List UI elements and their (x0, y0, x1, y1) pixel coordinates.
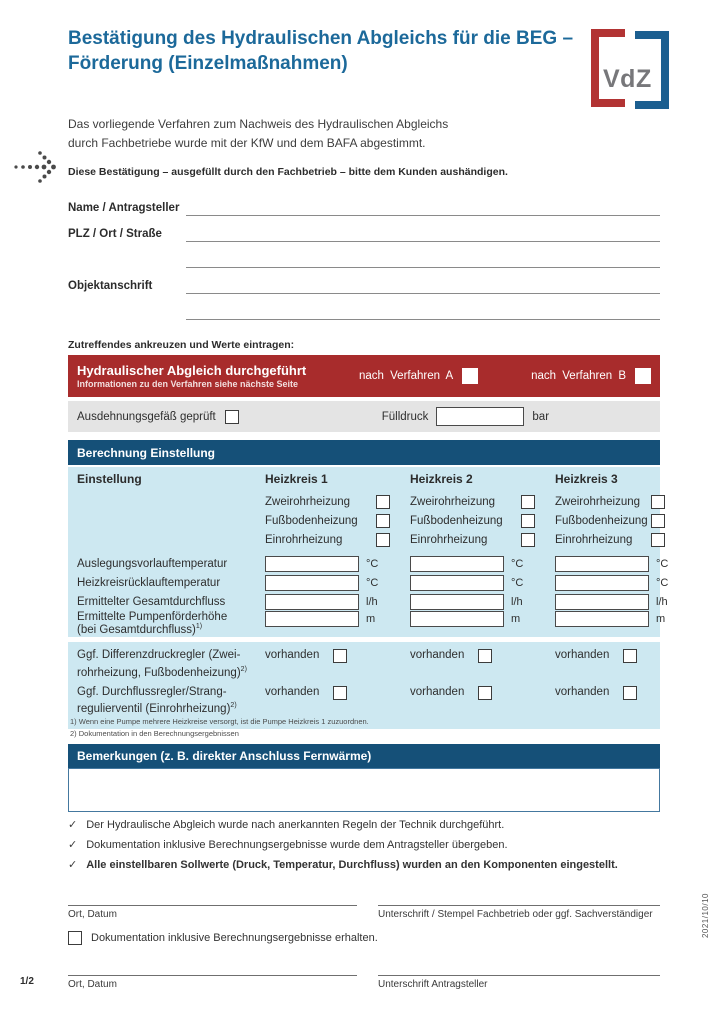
address-extra-line[interactable] (186, 242, 660, 268)
ort-datum-signature-line[interactable]: Ort, Datum (68, 905, 357, 920)
hydraulic-bar-title: Hydraulischer Abgleich durchgeführt (77, 362, 307, 378)
check-icon: ✓ (68, 839, 78, 851)
hk3-einrohr-checkbox[interactable] (651, 533, 665, 547)
row-gesamtdurchfluss: Ermittelter Gesamtdurchfluss l/h l/h l/h (77, 595, 668, 608)
row-zweirohrheizung: Zweirohrheizung Zweirohrheizung Zweirohrheizung (68, 492, 660, 511)
fill-pressure-unit: bar (532, 410, 550, 423)
row-pumpenfoerderhoehe: Ermittelte Pumpenförderhöhe (bei Gesamtdurchfluss)$^{1)}$ m m m (77, 611, 666, 636)
hk2-ruecklauf-input[interactable] (410, 575, 504, 591)
hk1-ruecklauf-input[interactable] (265, 575, 359, 591)
footnote-1: 1) Wenn eine Pumpe mehrere Heizkreise versorgt, ist die Pumpe Heizkreis 1 zuzuordnen. (70, 717, 369, 726)
documentation-received-checkbox[interactable] (68, 931, 82, 945)
fill-pressure-input[interactable] (436, 407, 524, 426)
handout-note: Diese Bestätigung – ausgefüllt durch den Fachbetrieb – bitte dem Kunden aushändigen. (68, 166, 508, 178)
verfahren-a-checkbox[interactable] (462, 368, 478, 384)
confirmation-item: ✓ Dokumentation inklusive Berechnungsergebnisse wurde dem Antragsteller übergeben. (68, 839, 508, 851)
hk2-durchflussregler-checkbox[interactable] (478, 686, 492, 700)
verfahren-b-checkbox[interactable] (635, 368, 651, 384)
arrow-right-dotted-icon (13, 148, 59, 191)
hk3-ruecklauf-input[interactable] (555, 575, 649, 591)
field-label-objekt: Objektanschrift (68, 280, 153, 292)
calculation-table (68, 467, 669, 637)
expansion-vessel-bar (68, 401, 660, 432)
instruction-text: Zutreffendes ankreuzen und Werte eintragen: (68, 339, 295, 351)
address-fields (68, 190, 660, 320)
documentation-received-row (68, 931, 378, 945)
footnote-2: 2) Dokumentation in den Berechnungsergebnissen (70, 729, 239, 738)
confirmation-item: ✓ Der Hydraulische Abgleich wurde nach anerkannten Regeln der Technik durchgeführt. (68, 819, 505, 831)
hk2-differenzdruck-checkbox[interactable] (478, 649, 492, 663)
row-fussbodenheizung: Fußbodenheizung Fußbodenheizung Fußbodenheizung (68, 511, 660, 530)
field-row-name (68, 190, 660, 216)
confirmation-item: ✓ Alle einstellbaren Sollwerte (Druck, Temperatur, Durchfluss) wurden an den Komponenten eingestellt. (68, 859, 618, 871)
ort-datum-signature-line2[interactable]: Ort, Datum (68, 975, 357, 990)
hk3-differenzdruck-checkbox[interactable] (623, 649, 637, 663)
intro-line1: Das vorliegende Verfahren zum Nachweis des Hydraulischen Abgleichs (68, 117, 449, 131)
antragsteller-signature-line[interactable]: Unterschrift Antragsteller (378, 975, 660, 990)
hk1-einrohr-checkbox[interactable] (376, 533, 390, 547)
hydraulic-bar-subtitle: Informationen zu den Verfahren siehe nächste Seite (77, 378, 299, 389)
intro-line2: durch Fachbetriebe wurde mit der KfW und dem BAFA abgestimmt. (68, 136, 426, 150)
calculation-section-header: Berechnung Einstellung (68, 440, 660, 465)
signature-row-fachbetrieb (68, 905, 660, 920)
hk2-einrohr-checkbox[interactable] (521, 533, 535, 547)
page-title (68, 26, 588, 76)
remarks-input-box[interactable] (68, 768, 660, 812)
hk1-vorlauf-input[interactable] (265, 556, 359, 572)
hk2-vorlauf-input[interactable] (410, 556, 504, 572)
hk3-durchflussregler-checkbox[interactable] (623, 686, 637, 700)
field-row-extra2 (68, 294, 660, 320)
hk3-foerderhoehe-input[interactable] (555, 611, 649, 627)
fachbetrieb-signature-line[interactable]: Unterschrift / Stempel Fachbetrieb oder ggf. Sachverständiger (378, 905, 660, 920)
hk2-foerderhoehe-input[interactable] (410, 611, 504, 627)
check-icon: ✓ (68, 859, 78, 871)
hk1-foerderhoehe-input[interactable] (265, 611, 359, 627)
hk1-zweirohr-checkbox[interactable] (376, 495, 390, 509)
field-label-name: Name / Antragsteller (68, 202, 180, 214)
option-verfahren-b (531, 368, 651, 384)
footnotes (70, 716, 369, 740)
logo-text: VdZ (603, 65, 652, 93)
hk3-fussboden-checkbox[interactable] (651, 514, 665, 528)
field-label-plz: PLZ / Ort / Straße (68, 228, 162, 240)
signature-row-antragsteller (68, 975, 660, 990)
form-version: 2021/10/10 (701, 893, 710, 939)
plz-input-line[interactable] (186, 216, 660, 242)
intro-text (68, 115, 448, 153)
check-icon: ✓ (68, 819, 78, 831)
row-ruecklauftemperatur: Heizkreisrücklauftemperatur °C °C °C (77, 576, 669, 589)
hk2-durchfluss-input[interactable] (410, 594, 504, 610)
hk3-zweirohr-checkbox[interactable] (651, 495, 665, 509)
field-row-objekt (68, 268, 660, 294)
name-input-line[interactable] (186, 190, 660, 216)
option-verfahren-a (359, 368, 478, 384)
page-title-line2: Förderung (Einzelmaßnahmen) (68, 53, 348, 74)
expansion-vessel-checkbox[interactable] (225, 410, 239, 424)
hk1-durchfluss-input[interactable] (265, 594, 359, 610)
row-einrohrheizung: Einrohrheizung Einrohrheizung Einrohrheizung (68, 530, 660, 549)
hk2-zweirohr-checkbox[interactable] (521, 495, 535, 509)
objekt-extra-line[interactable] (186, 294, 660, 320)
row-differenzdruckregler: Ggf. Differenzdruckregler (Zwei- rohrheizung, Fußbodenheizung)$^{2)}$ vorhanden vorhanden vorhanden (68, 649, 660, 680)
col-header-heizkreis1: Heizkreis 1 (265, 472, 328, 486)
hk3-durchfluss-input[interactable] (555, 594, 649, 610)
page-number: 1/2 (20, 976, 34, 987)
option-b-label: nach Verfahren B (531, 370, 626, 382)
hk2-fussboden-checkbox[interactable] (521, 514, 535, 528)
hydraulic-balance-bar (68, 355, 660, 397)
vdz-logo (591, 29, 669, 107)
field-row-extra1 (68, 242, 660, 268)
hk1-durchflussregler-checkbox[interactable] (333, 686, 347, 700)
col-header-heizkreis2: Heizkreis 2 (410, 472, 473, 486)
col-header-heizkreis3: Heizkreis 3 (555, 472, 618, 486)
hk1-differenzdruck-checkbox[interactable] (333, 649, 347, 663)
page-title-line1: Bestätigung des Hydraulischen Abgleichs für die BEG – (68, 28, 574, 49)
row-vorlauftemperatur: Auslegungsvorlauftemperatur °C °C °C (77, 557, 669, 570)
hk1-fussboden-checkbox[interactable] (376, 514, 390, 528)
row-durchflussregler: Ggf. Durchflussregler/Strang- regulierventil (Einrohrheizung)$^{2)}$ vorhanden vorhanden vorhanden (68, 686, 660, 717)
table-header-row (68, 472, 660, 492)
fill-pressure-label: Fülldruck (381, 410, 429, 423)
objekt-input-line[interactable] (186, 268, 660, 294)
option-a-label: nach Verfahren A (359, 370, 454, 382)
hk3-vorlauf-input[interactable] (555, 556, 649, 572)
confirmation-list (68, 819, 618, 879)
field-row-plz (68, 216, 660, 242)
remarks-section-header: Bemerkungen (z. B. direkter Anschluss Fernwärme) (68, 744, 660, 768)
documentation-received-label: Dokumentation inklusive Berechnungsergebnisse erhalten. (91, 932, 378, 944)
expansion-vessel-label: Ausdehnungsgefäß geprüft (77, 410, 216, 423)
col-header-einstellung: Einstellung (77, 472, 142, 486)
